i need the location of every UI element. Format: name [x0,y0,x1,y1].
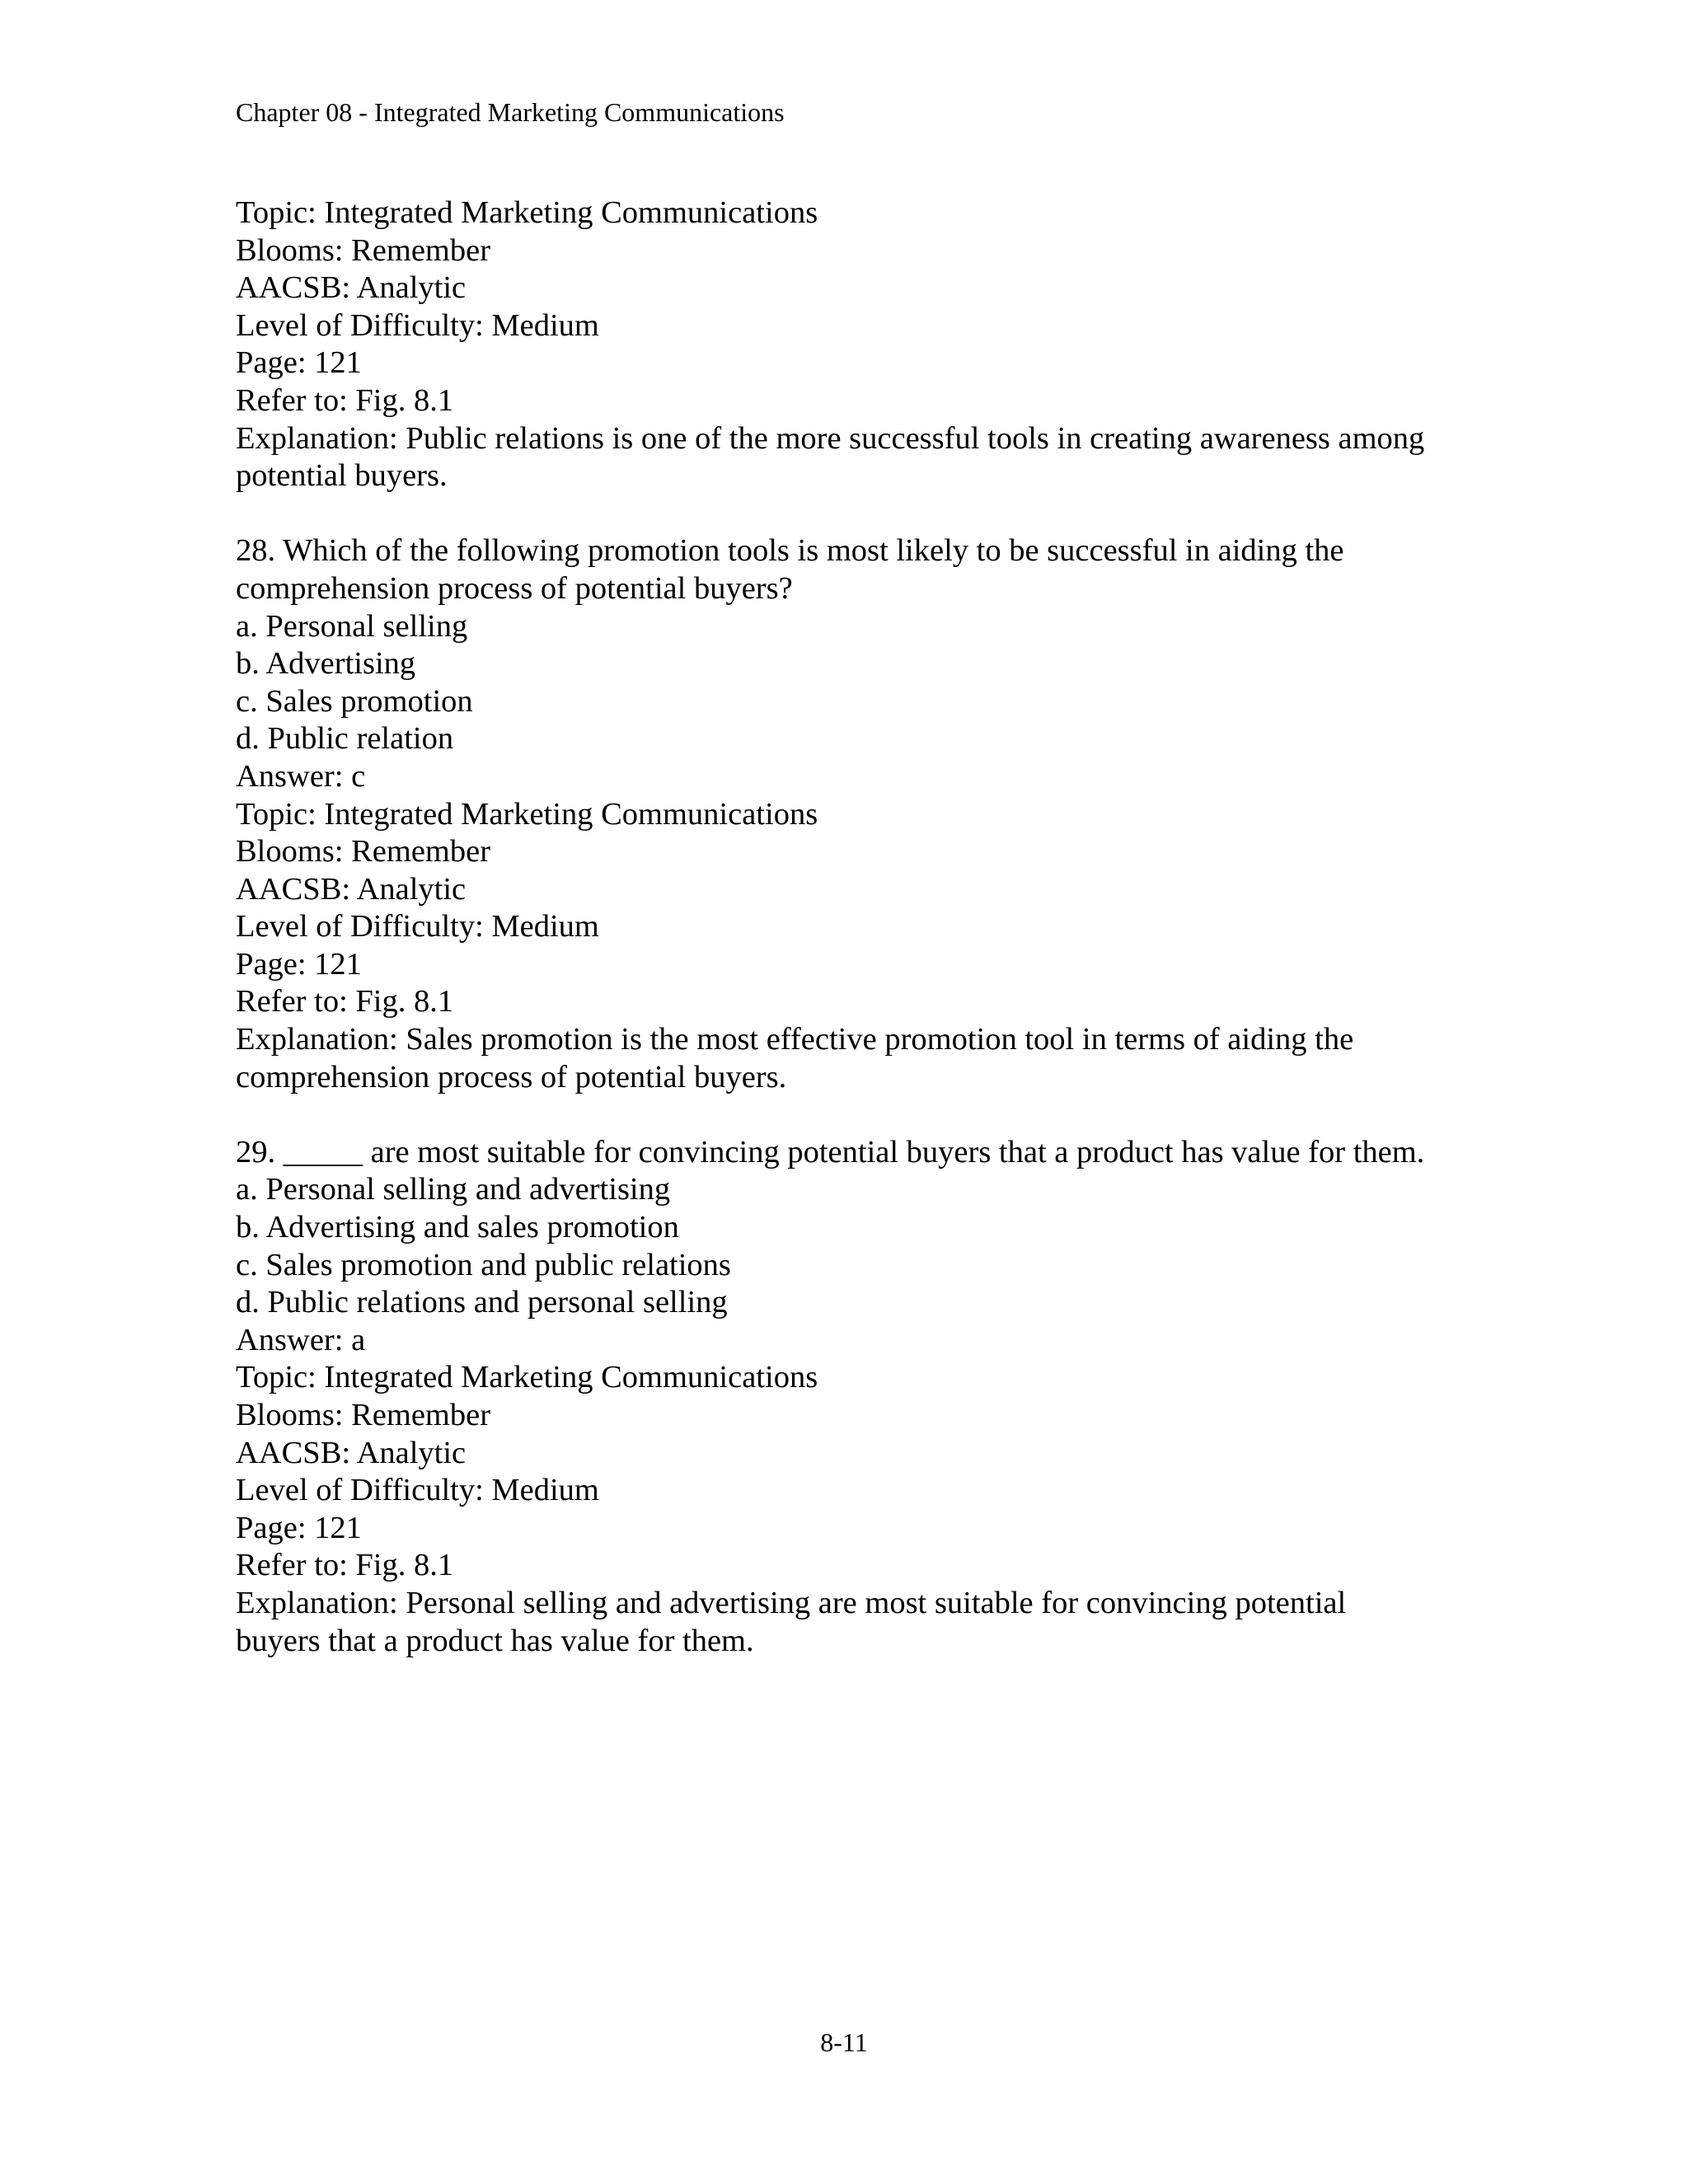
question-text: 29. _____ are most suitable for convincing potential buyers that a product has value for them. [236,1134,1425,1169]
explanation-line: buyers that a product has value for them. [236,1623,754,1658]
topic-line: Topic: Integrated Marketing Communications [236,1360,818,1395]
page-ref-line: Page: 121 [236,345,362,381]
figure-ref-line: Refer to: Fig. 8.1 [236,1548,454,1583]
previous-question-metadata [236,194,1505,495]
option-b: b. Advertising and sales promotion [236,1210,679,1245]
blooms-line: Blooms: Remember [236,1398,491,1432]
aacsb-line: AACSB: Analytic [236,270,467,306]
option-c: c. Sales promotion [236,683,473,719]
page-ref-line: Page: 121 [236,1510,362,1545]
answer-line: Answer: a [236,1322,366,1357]
option-a: a. Personal selling and advertising [236,1172,671,1207]
difficulty-line: Level of Difficulty: Medium [236,1473,599,1508]
blooms-line: Blooms: Remember [236,232,491,268]
paragraph-gap [236,1096,1505,1134]
question-text: 28. Which of the following promotion tools is most likely to be successful in aiding the [236,533,1344,569]
topic-line: Topic: Integrated Marketing Communications [236,195,818,230]
difficulty-line: Level of Difficulty: Medium [236,307,599,343]
figure-ref-line: Refer to: Fig. 8.1 [236,984,454,1019]
option-c: c. Sales promotion and public relations [236,1247,731,1282]
figure-ref-line: Refer to: Fig. 8.1 [236,382,454,418]
question-text: comprehension process of potential buyers? [236,570,793,606]
page-content [236,194,1505,1660]
chapter-header: Chapter 08 - Integrated Marketing Communications [236,97,785,127]
explanation-line: potential buyers. [236,458,448,494]
question-28 [236,532,1505,1096]
paragraph-gap [236,495,1505,533]
explanation-line: comprehension process of potential buyers. [236,1059,787,1094]
explanation-line: Explanation: Public relations is one of the more successful tools in creating awareness among [236,420,1425,456]
aacsb-line: AACSB: Analytic [236,871,467,907]
option-b: b. Advertising [236,646,416,682]
option-d: d. Public relation [236,721,454,757]
answer-line: Answer: c [236,758,366,794]
aacsb-line: AACSB: Analytic [236,1435,467,1470]
page-ref-line: Page: 121 [236,946,362,982]
question-29 [236,1134,1505,1660]
topic-line: Topic: Integrated Marketing Communications [236,796,818,832]
explanation-line: Explanation: Personal selling and advertising are most suitable for convincing potential [236,1585,1347,1620]
explanation-line: Explanation: Sales promotion is the most effective promotion tool in terms of aiding the [236,1022,1354,1057]
difficulty-line: Level of Difficulty: Medium [236,909,599,944]
page-number: 8-11 [820,2027,868,2057]
blooms-line: Blooms: Remember [236,834,491,869]
option-d: d. Public relations and personal selling [236,1285,728,1320]
option-a: a. Personal selling [236,608,468,644]
